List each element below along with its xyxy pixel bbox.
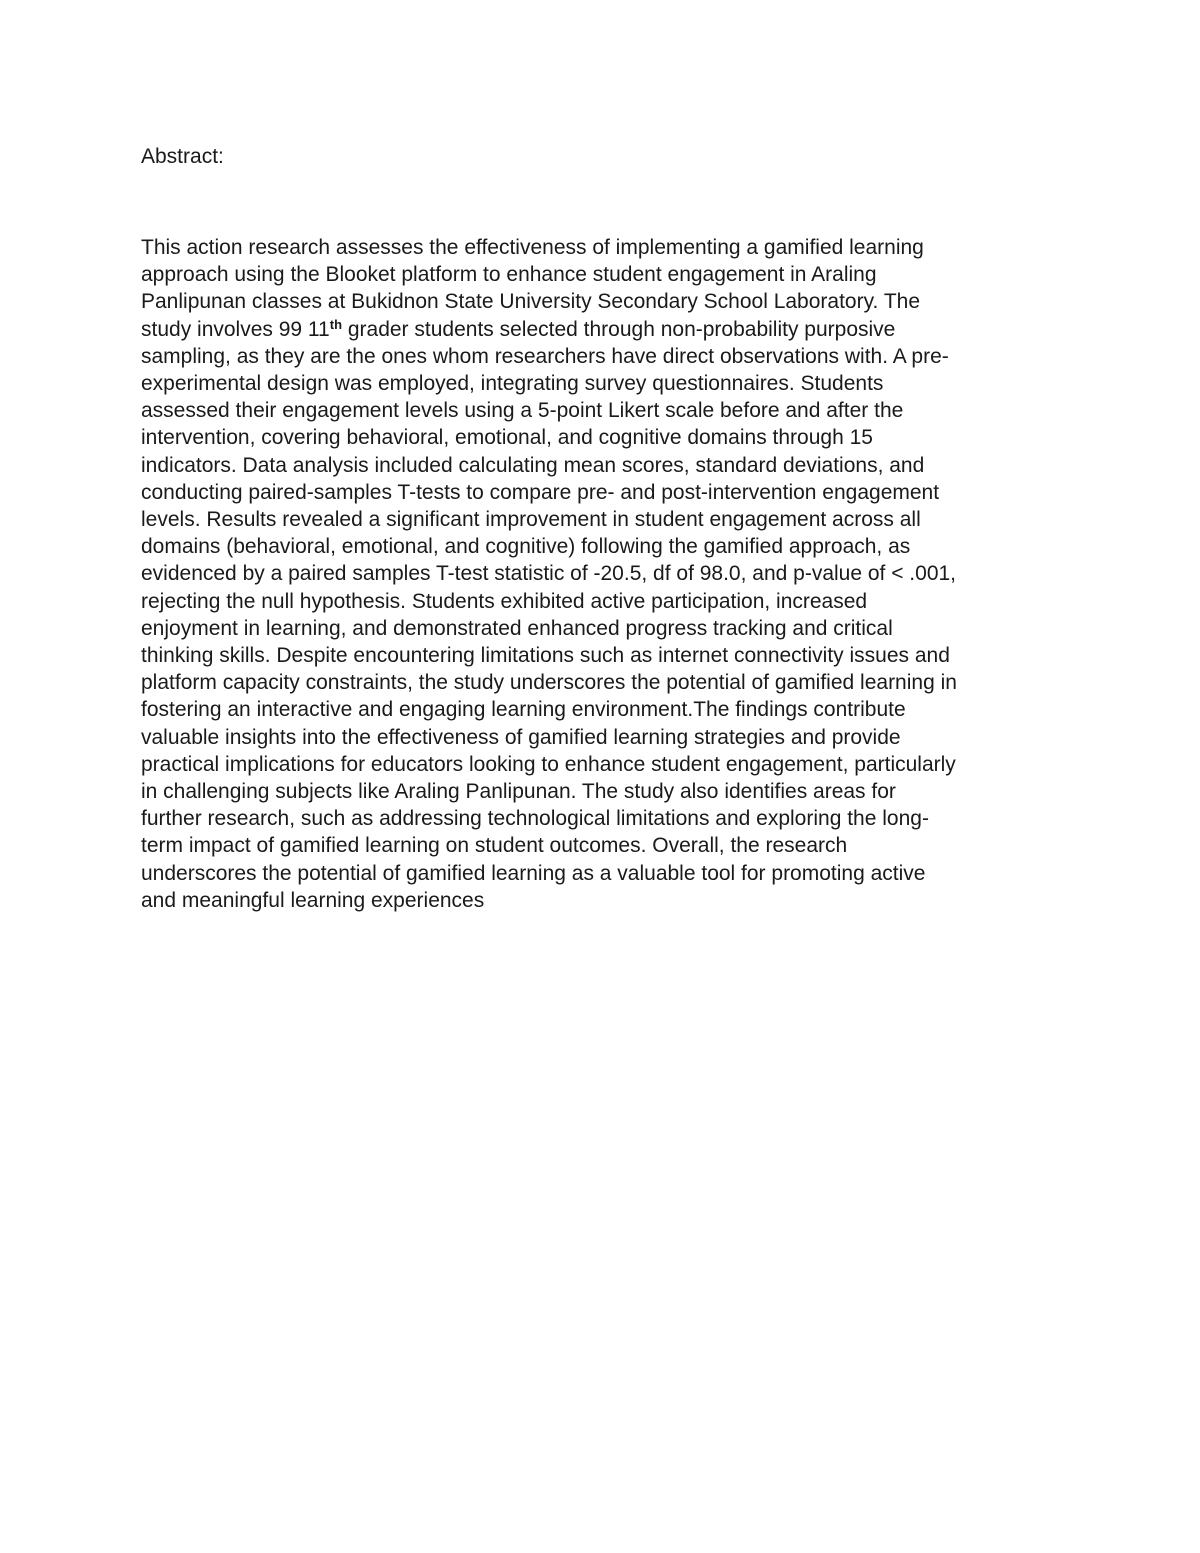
abstract-line: and meaningful learning experiences bbox=[141, 888, 485, 912]
abstract-line: conducting paired-samples T-tests to compare pre- and post-intervention engagement bbox=[141, 480, 940, 504]
abstract-line: platform capacity constraints, the study underscores the potential of gamified learning in bbox=[141, 671, 957, 695]
abstract-line: evidenced by a paired samples T-test statistic of -20.5, df of 98.0, and p-value of < .001, bbox=[141, 562, 957, 586]
abstract-line: term impact of gamified learning on student outcomes. Overall, the research bbox=[141, 834, 848, 858]
abstract-line: thinking skills. Despite encountering limitations such as internet connectivity issues and bbox=[141, 644, 950, 668]
abstract-body bbox=[141, 234, 1081, 914]
ordinal-superscript: th bbox=[329, 316, 343, 332]
abstract-line: in challenging subjects like Araling Panlipunan. The study also identifies areas for bbox=[141, 780, 896, 804]
abstract-line: valuable insights into the effectiveness of gamified learning strategies and provide bbox=[141, 725, 901, 749]
abstract-line: experimental design was employed, integrating survey questionnaires. Students bbox=[141, 372, 884, 396]
abstract-heading: Abstract: bbox=[141, 145, 224, 168]
abstract-line: underscores the potential of gamified learning as a valuable tool for promoting active bbox=[141, 861, 926, 885]
abstract-line: further research, such as addressing technological limitations and exploring the long- bbox=[141, 807, 929, 831]
abstract-line bbox=[141, 316, 1081, 343]
abstract-line: approach using the Blooket platform to enhance student engagement in Araling bbox=[141, 263, 877, 287]
abstract-line-text: grader students selected through non-probability purposive bbox=[342, 317, 896, 341]
abstract-line: This action research assesses the effectiveness of implementing a gamified learning bbox=[141, 236, 924, 259]
abstract-line: domains (behavioral, emotional, and cognitive) following the gamified approach, as bbox=[141, 535, 911, 559]
abstract-line: fostering an interactive and engaging learning environment.The findings contribute bbox=[141, 698, 906, 722]
abstract-line: assessed their engagement levels using a 5-point Likert scale before and after the bbox=[141, 399, 904, 423]
abstract-line: levels. Results revealed a significant improvement in student engagement across all bbox=[141, 508, 921, 532]
abstract-line-text: study involves 99 11 bbox=[141, 317, 330, 341]
abstract-line: rejecting the null hypothesis. Students exhibited active participation, increased bbox=[141, 589, 868, 613]
abstract-line: Panlipunan classes at Bukidnon State University Secondary School Laboratory. The bbox=[141, 290, 921, 314]
abstract-line: enjoyment in learning, and demonstrated enhanced progress tracking and critical bbox=[141, 616, 893, 640]
abstract-line: practical implications for educators looking to enhance student engagement, particularly bbox=[141, 752, 956, 776]
abstract-line: sampling, as they are the ones whom researchers have direct observations with. A pre- bbox=[141, 344, 949, 368]
abstract-line: indicators. Data analysis included calculating mean scores, standard deviations, and bbox=[141, 453, 925, 477]
abstract-line: intervention, covering behavioral, emotional, and cognitive domains through 15 bbox=[141, 426, 873, 450]
